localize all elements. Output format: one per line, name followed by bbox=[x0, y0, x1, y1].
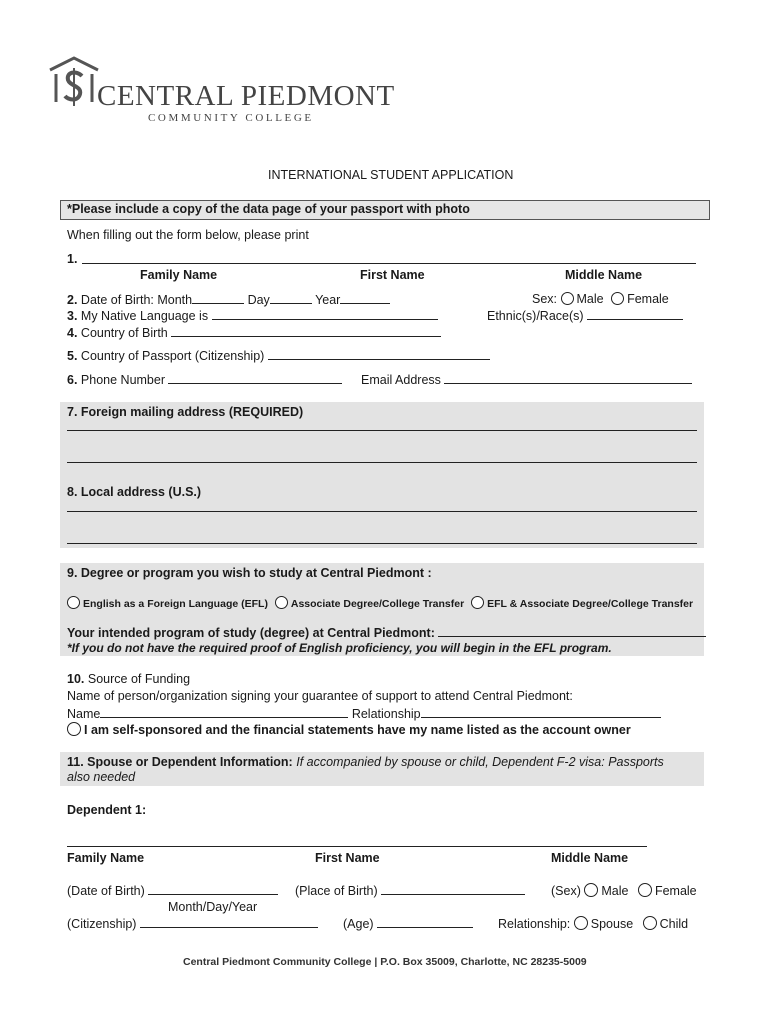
dependent-relationship-label: Relationship: bbox=[498, 917, 571, 931]
q1-family-label: Family Name bbox=[140, 268, 218, 282]
sponsor-row bbox=[67, 706, 661, 721]
country-passport-label: Country of Passport (Citizenship) bbox=[80, 349, 265, 363]
dependent-age-row bbox=[343, 916, 473, 931]
sex-row bbox=[532, 292, 669, 306]
country-birth-label: Country of Birth bbox=[80, 326, 168, 340]
dependent-citizenship-row bbox=[67, 916, 318, 931]
q10-title-row bbox=[67, 672, 190, 686]
q4-row bbox=[67, 325, 441, 340]
q1-number: 1. bbox=[67, 252, 78, 266]
address-section bbox=[60, 402, 704, 548]
native-language-label: My Native Language is bbox=[80, 309, 209, 323]
funding-label: Source of Funding bbox=[87, 672, 191, 686]
college-name: CENTRAL PIEDMONT bbox=[97, 80, 395, 112]
foreign-address-line-1[interactable] bbox=[67, 430, 697, 431]
q10-number: 10. bbox=[67, 672, 85, 686]
dependent-label: Dependent 1: bbox=[67, 803, 147, 817]
local-address-label: 8. Local address (U.S.) bbox=[67, 485, 202, 499]
dependent-name-field[interactable] bbox=[67, 846, 647, 847]
guarantee-label: Name of person/organization signing your guarantee of support to attend Central Piedmont: bbox=[67, 689, 573, 703]
dependent-dob-row bbox=[67, 883, 278, 898]
spouse-info-desc-2: also needed bbox=[67, 770, 136, 784]
phone-label: Phone Number bbox=[80, 373, 165, 387]
q3-number: 3. bbox=[67, 309, 78, 323]
q3-row bbox=[67, 308, 438, 323]
intended-program-field[interactable] bbox=[438, 625, 706, 637]
ethnic-label: Ethnic(s)/Race(s) bbox=[487, 309, 584, 323]
sex-female-label: Female bbox=[627, 292, 669, 306]
intended-program-row bbox=[67, 625, 706, 640]
q1-name-field[interactable] bbox=[82, 263, 696, 264]
program-efl-associate-label: EFL & Associate Degree/College Transfer bbox=[487, 598, 694, 610]
email-field[interactable] bbox=[444, 372, 692, 384]
relationship-child-label: Child bbox=[659, 917, 689, 931]
foreign-address-line-2[interactable] bbox=[67, 462, 697, 463]
sponsor-relationship-label: Relationship bbox=[351, 707, 421, 721]
dependent-age-field[interactable] bbox=[377, 916, 473, 928]
dependent-place-field[interactable] bbox=[381, 883, 525, 895]
q2-row bbox=[67, 292, 390, 307]
sex-label: Sex: bbox=[532, 292, 558, 306]
phone-field[interactable] bbox=[168, 372, 342, 384]
dependent-citizenship-field[interactable] bbox=[140, 916, 318, 928]
country-birth-field[interactable] bbox=[171, 325, 441, 337]
relationship-spouse-radio[interactable] bbox=[574, 916, 588, 930]
intended-program-label: Your intended program of study (degree) at Central Piedmont: bbox=[67, 626, 435, 640]
program-options bbox=[67, 596, 693, 610]
dependent-female-radio[interactable] bbox=[638, 883, 652, 897]
dob-format-hint: Month/Day/Year bbox=[168, 900, 258, 914]
dependent-relationship-row bbox=[498, 916, 688, 931]
program-efl-associate-radio[interactable] bbox=[471, 596, 484, 609]
relationship-child-radio[interactable] bbox=[643, 916, 657, 930]
dependent-male-radio[interactable] bbox=[584, 883, 598, 897]
q2-number: 2. bbox=[67, 293, 78, 307]
dob-month-field[interactable] bbox=[192, 292, 244, 304]
foreign-address-label: 7. Foreign mailing address (REQUIRED) bbox=[67, 405, 304, 419]
college-subtitle: COMMUNITY COLLEGE bbox=[148, 112, 314, 124]
sex-female-radio[interactable] bbox=[611, 292, 624, 305]
print-note: When filling out the form below, please print bbox=[67, 228, 309, 242]
program-associate-radio[interactable] bbox=[275, 596, 288, 609]
q6-number: 6. bbox=[67, 373, 78, 387]
dependent-sex-label: (Sex) bbox=[551, 884, 581, 898]
program-efl-radio[interactable] bbox=[67, 596, 80, 609]
dependent-female-label: Female bbox=[654, 884, 697, 898]
spouse-info-label: 11. Spouse or Dependent Information: bbox=[67, 755, 293, 769]
dependent-first-label: First Name bbox=[315, 851, 380, 865]
native-language-field[interactable] bbox=[212, 308, 438, 320]
dob-month-label: Date of Birth: Month bbox=[80, 293, 193, 307]
program-efl-label: English as a Foreign Language (EFL) bbox=[83, 598, 268, 610]
email-label: Email Address bbox=[361, 373, 441, 387]
passport-note: *Please include a copy of the data page of your passport with photo bbox=[67, 202, 470, 216]
footer-address: Central Piedmont Community College | P.O. Box 35009, Charlotte, NC 28235-5009 bbox=[183, 956, 587, 968]
dependent-dob-field[interactable] bbox=[148, 883, 278, 895]
q5-row bbox=[67, 348, 490, 363]
form-title: INTERNATIONAL STUDENT APPLICATION bbox=[268, 168, 514, 182]
q4-number: 4. bbox=[67, 326, 78, 340]
dependent-dob-label: (Date of Birth) bbox=[67, 884, 145, 898]
q1-middle-label: Middle Name bbox=[565, 268, 643, 282]
q6-row bbox=[67, 372, 342, 387]
college-logo bbox=[46, 54, 102, 111]
dependent-family-label: Family Name bbox=[67, 851, 145, 865]
spouse-info-row bbox=[67, 755, 664, 769]
dob-year-field[interactable] bbox=[340, 292, 390, 304]
country-passport-field[interactable] bbox=[268, 348, 490, 360]
dob-year-label: Year bbox=[315, 293, 341, 307]
sponsor-name-field[interactable] bbox=[100, 706, 348, 718]
self-sponsored-label: I am self-sponsored and the financial statements have my name listed as the account owner bbox=[84, 723, 631, 737]
dependent-age-label: (Age) bbox=[343, 917, 374, 931]
dob-day-label: Day bbox=[247, 293, 270, 307]
sponsor-name-label: Name bbox=[67, 707, 101, 721]
self-sponsored-radio[interactable] bbox=[67, 722, 81, 736]
local-address-line-2[interactable] bbox=[67, 543, 697, 544]
email-row bbox=[361, 372, 692, 387]
self-sponsored-row bbox=[67, 722, 631, 737]
q5-number: 5. bbox=[67, 349, 78, 363]
program-label: 9. Degree or program you wish to study at Central Piedmont : bbox=[67, 566, 432, 580]
spouse-info-desc: If accompanied by spouse or child, Dependent F-2 visa: Passports bbox=[296, 755, 664, 769]
sex-male-label: Male bbox=[576, 292, 604, 306]
program-associate-label: Associate Degree/College Transfer bbox=[290, 598, 465, 610]
ethnic-field[interactable] bbox=[587, 308, 683, 320]
dependent-middle-label: Middle Name bbox=[551, 851, 629, 865]
sponsor-relationship-field[interactable] bbox=[421, 706, 661, 718]
dependent-citizenship-label: (Citizenship) bbox=[67, 917, 137, 931]
dependent-place-row bbox=[295, 883, 525, 898]
efl-note: *If you do not have the required proof of English proficiency, you will begin in the EFL program. bbox=[67, 641, 612, 655]
logo-emblem-icon bbox=[46, 54, 102, 108]
q1-first-label: First Name bbox=[360, 268, 425, 282]
dependent-place-label: (Place of Birth) bbox=[295, 884, 378, 898]
local-address-line-1[interactable] bbox=[67, 511, 697, 512]
sex-male-radio[interactable] bbox=[561, 292, 574, 305]
dob-day-field[interactable] bbox=[270, 292, 312, 304]
relationship-spouse-label: Spouse bbox=[590, 917, 634, 931]
ethnic-row bbox=[487, 308, 683, 323]
dependent-male-label: Male bbox=[601, 884, 629, 898]
dependent-sex-row bbox=[551, 883, 697, 898]
